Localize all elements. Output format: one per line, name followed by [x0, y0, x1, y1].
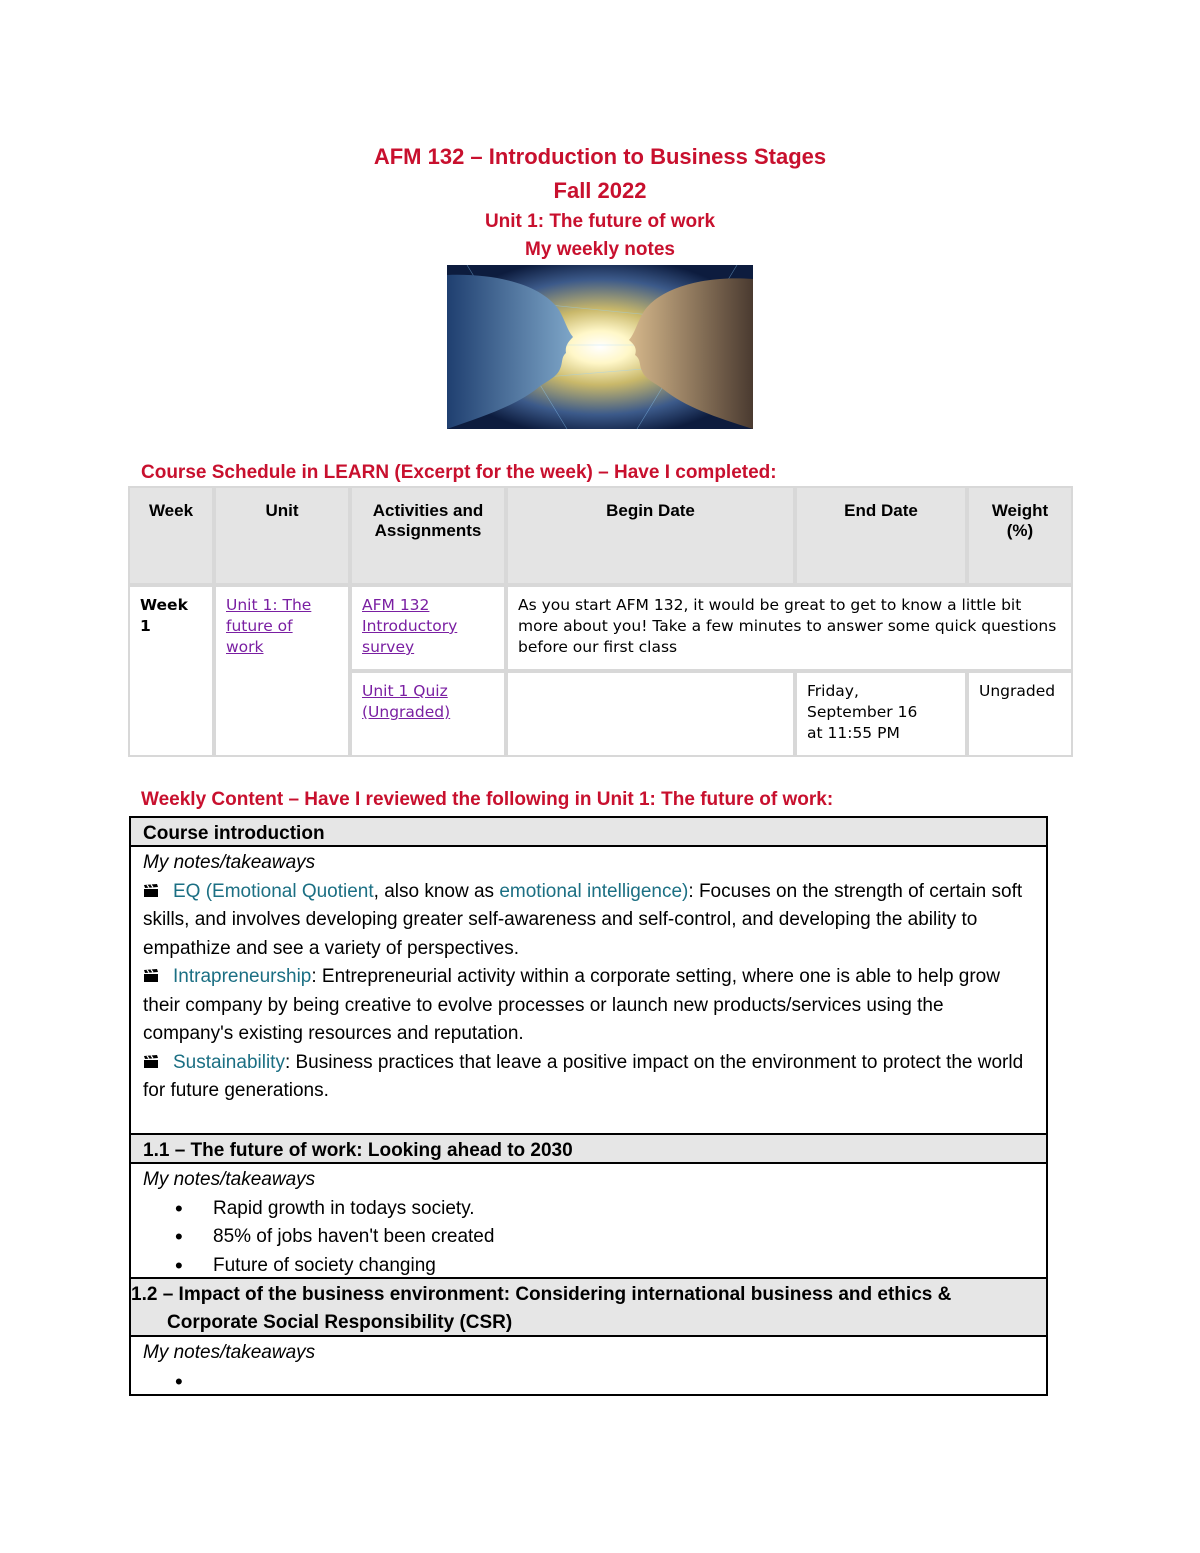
notes-label: My notes/takeaways	[143, 1342, 316, 1363]
col-begin-date: Begin Date	[506, 486, 795, 585]
term-eq-connector: , also know as	[373, 880, 500, 902]
definition-sustainability: : Business practices that leave a positive impact on the environment to protect the world for future generations.	[143, 1051, 1024, 1101]
quiz-link[interactable]: Unit 1 Quiz (Ungraded)	[362, 682, 451, 721]
week-cell: Week 1	[128, 585, 214, 757]
schedule-heading: Course Schedule in LEARN (Excerpt for the week) – Have I completed:	[141, 462, 777, 483]
notes-label: My notes/takeaways	[143, 852, 316, 873]
two-faces-facing-light-image	[447, 265, 753, 429]
quiz-end-date: Friday, September 16 at 11:55 PM	[795, 671, 967, 757]
course-title: AFM 132 – Introduction to Business Stages	[373, 144, 827, 169]
bullet-list	[143, 1368, 1034, 1397]
bullet-list	[143, 1195, 1034, 1281]
unit-title: Unit 1: The future of work	[484, 211, 716, 232]
section-title-future-of-work: 1.1 – The future of work: Looking ahead to 2030	[129, 1133, 1048, 1164]
note-sustainability	[143, 1049, 1034, 1106]
document-header	[0, 140, 1200, 264]
survey-link[interactable]: AFM 132 Introductory survey	[362, 596, 458, 656]
definition-eq: : Focuses on the strength of certain soft skills, and involves developing greater self-awareness and self-control, and developing the ability to empathize and see a variety of perspectives.	[143, 880, 1023, 959]
col-unit: Unit	[214, 486, 350, 585]
definition-intrapreneurship: : Entrepreneurial activity within a corporate setting, where one is able to help grow their company by being creative to evolve processes or launch new products/services using the company's existing resources and reputation.	[143, 966, 1000, 1044]
list-item[interactable]	[143, 1368, 1034, 1397]
term-emotional-intelligence: emotional intelligence)	[499, 880, 689, 902]
activity-cell-quiz	[350, 671, 506, 757]
clapperboard-icon	[143, 1055, 159, 1069]
col-week: Week	[128, 486, 214, 585]
survey-description: As you start AFM 132, it would be great to get to know a little bit more about you! Take a few minutes to answer some quick questions before our first class	[506, 585, 1073, 671]
col-weight: Weight (%)	[967, 486, 1073, 585]
section-body-course-intro	[129, 845, 1048, 1135]
term-intrapreneurship: Intrapreneurship	[173, 966, 312, 987]
term-eq: EQ (Emotional Quotient	[173, 880, 374, 902]
term-label: Fall 2022	[553, 178, 647, 203]
schedule-table	[128, 486, 1073, 757]
term-sustainability: Sustainability	[173, 1051, 285, 1073]
unit-cell	[214, 585, 350, 757]
note-intrapreneurship	[143, 963, 1034, 1049]
clapperboard-icon	[143, 884, 159, 898]
weekly-content-heading: Weekly Content – Have I reviewed the following in Unit 1: The future of work:	[141, 789, 834, 810]
section-body-business-environment	[129, 1335, 1048, 1396]
activity-cell-survey	[350, 585, 506, 671]
section-title-business-environment: 1.2 – Impact of the business environment: Considering international business and ethics & Corporate Social Responsibility (CSR)	[129, 1277, 1048, 1337]
list-item: • Future of society changing	[143, 1252, 1034, 1281]
notes-label: My notes/takeaways	[143, 1169, 316, 1190]
list-item: • Rapid growth in todays society.	[143, 1195, 1034, 1224]
unit-link[interactable]: Unit 1: The future of work	[226, 596, 312, 656]
list-item: • 85% of jobs haven't been created	[143, 1223, 1034, 1252]
quiz-begin-date	[506, 671, 795, 757]
note-eq	[143, 878, 1034, 964]
col-activities: Activities and Assignments	[350, 486, 506, 585]
section-title-course-intro: Course introduction	[129, 816, 1048, 847]
quiz-weight: Ungraded	[967, 671, 1073, 757]
weekly-notes-label: My weekly notes	[525, 239, 675, 260]
clapperboard-icon	[143, 969, 159, 983]
col-end-date: End Date	[795, 486, 967, 585]
section-body-future-of-work	[129, 1162, 1048, 1279]
